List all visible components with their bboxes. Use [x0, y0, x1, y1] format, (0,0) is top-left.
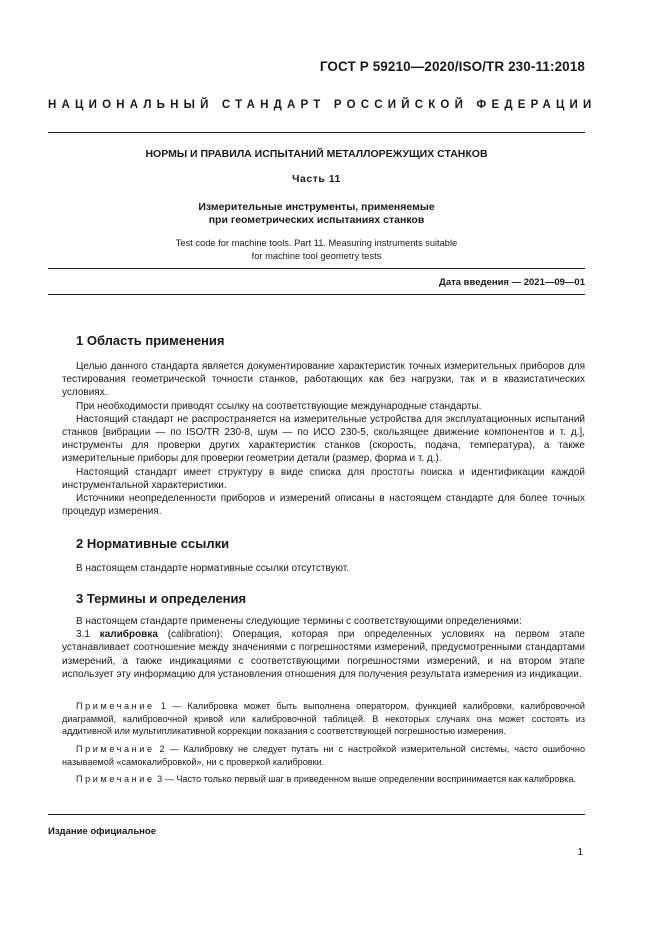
introduction-date: Дата введения — 2021—09—01 [439, 277, 585, 288]
section-3-heading: 3 Термины и определения [76, 591, 247, 606]
section-1-paragraph: При необходимости приводят ссылку на соответствующие международные стандарты. [76, 400, 482, 412]
divider-middle [48, 268, 585, 269]
section-1-paragraph: Настоящий стандарт имеет структуру в виде списка для простоты поиска и идентификации каждой инструментальной характеристики. [62, 466, 585, 491]
section-1-paragraph: Настоящий стандарт не распространяется на измерительные устройства для эксплуатационных испытаний станков [вибрации — по ISO/TR 230-8, шум — по ИСО 230-5, скользящее движение компонентов и т. д.], инструменты для проверки других характеристик станков (скорость, подача, температура), а также измерительные приборы для проверки геометрии детали (размер, форма и т. д.). [62, 413, 585, 465]
subtitle [48, 201, 585, 227]
standard-code: ГОСТ Р 59210—2020/ISO/TR 230-11:2018 [319, 59, 585, 74]
english-title-line-1: Test code for machine tools. Part 11. Measuring instruments suitable [175, 238, 458, 248]
english-title-line-2: for machine tool geometry tests [251, 251, 382, 261]
section-2-body [62, 562, 585, 575]
note-label: Примечание [76, 744, 155, 754]
section-1-heading: 1 Область применения [76, 333, 225, 348]
section-2-heading: 2 Нормативные ссылки [76, 536, 230, 551]
document-title: НОРМЫ И ПРАВИЛА ИСПЫТАНИЙ МЕТАЛЛОРЕЖУЩИХ СТАНКОВ [145, 148, 488, 160]
note-label: Примечание [76, 774, 155, 784]
section-3-body [62, 615, 585, 681]
section-1-paragraph: Целью данного стандарта является документирование характеристик точных измерительных приборов для тестирования геометрической точности станков, работающих как без нагрузки, так и в квазистатических условиях. [62, 361, 585, 399]
note-text: 1 — Калибровка может быть выполнена оператором, функцией калибровки, калибровочной диаграммой, калибровочной кривой или калибровочной таблицей. В некоторых случаях она может состоять из аддитивной или мультипликативной коррекции показания с соответствующей погрешностью измерения. [62, 701, 585, 737]
term-name: калибровка [99, 629, 158, 641]
note-label: Примечание [76, 701, 155, 711]
section-2-paragraph: В настоящем стандарте нормативные ссылки отсутствуют. [76, 563, 350, 574]
section-3-paragraph: В настоящем стандарте применены следующие термины с соответствующими определениями: [76, 616, 522, 627]
page-number: 1 [577, 847, 583, 858]
note-3 [62, 773, 585, 786]
note-text: 2 — Калибровку не следует путать ни с настройкой измерительной системы, часто ошибочно называемой «самокалибровкой», ни с проверкой калибровки. [62, 744, 585, 767]
note-text: 3 — Часто только первый шаг в приведенном выше определении воспринимается как калибровка. [154, 774, 576, 784]
subtitle-line-1: Измерительные инструменты, применяемые [198, 201, 435, 213]
divider-footer [48, 814, 585, 815]
divider-top [48, 132, 585, 133]
divider-date [48, 294, 585, 295]
subtitle-line-2: при геометрических испытаниях станков [208, 214, 425, 226]
section-1-body [62, 360, 585, 518]
note-2 [62, 743, 585, 768]
term-text: (calibration): Операция, которая при определенных условиях на первом этапе устанавливает соотношение между значениями с погрешностями измерений, предусмотренными стандартами измерений, а также индикациями с соответствующими погрешностями измерений, и на втором этапе использует эту информацию для установления отношения для получения результата измерения из индикации. [62, 629, 585, 680]
part-label: Часть 11 [292, 173, 341, 185]
section-1-paragraph: Источники неопределенности приборов и измерений описаны в настоящем стандарте для более точных процедур измерения. [62, 493, 585, 518]
note-1 [62, 700, 585, 738]
english-title [48, 237, 585, 263]
official-edition-label: Издание официальное [48, 826, 156, 837]
term-number: 3.1 [76, 629, 100, 641]
term-definition [62, 628, 585, 681]
national-standard-banner: НАЦИОНАЛЬНЫЙ СТАНДАРТ РОССИЙСКОЙ ФЕДЕРАЦИИ [48, 99, 597, 111]
